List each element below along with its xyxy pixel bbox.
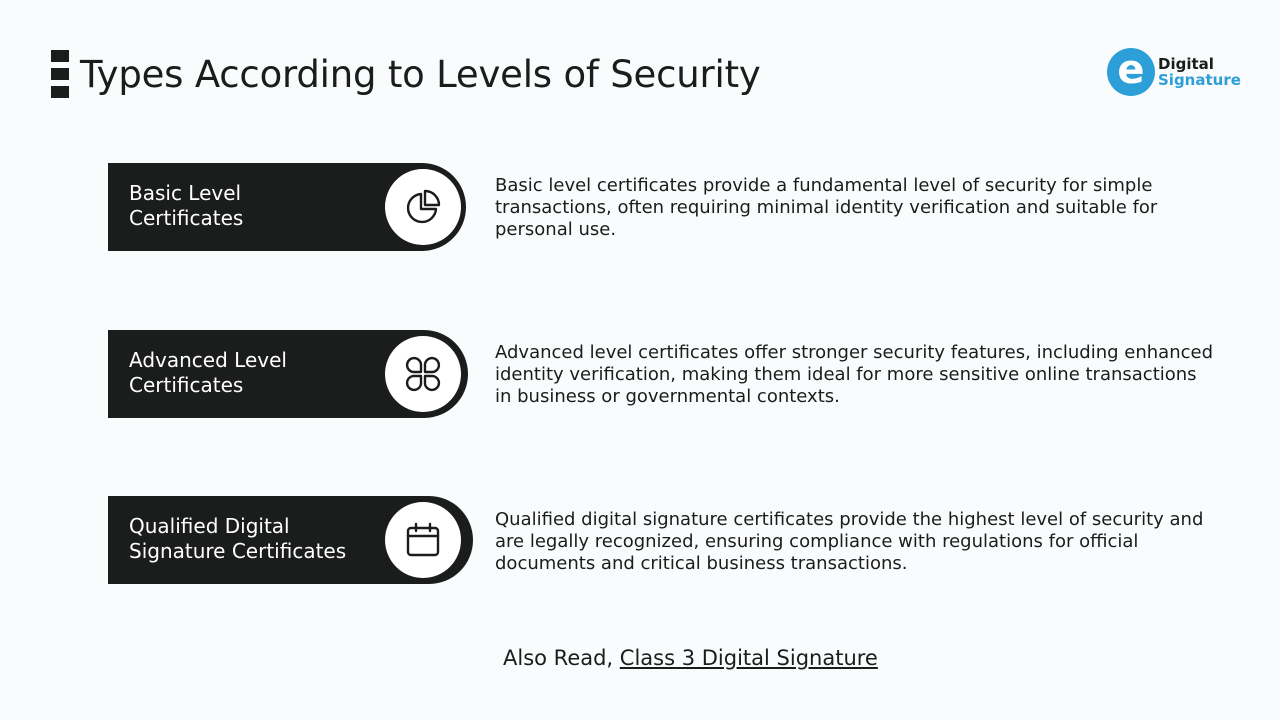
card-label: Advanced Level Certificates — [129, 348, 287, 397]
title-bars-icon — [51, 50, 69, 99]
pie-chart-icon — [385, 169, 461, 245]
card-label: Basic Level Certificates — [129, 181, 244, 230]
card-description: Basic level certificates provide a fundamental level of security for simple transactions, often requiring minimal identity verification and suitable for personal use. — [495, 175, 1158, 240]
calendar-icon — [385, 502, 461, 578]
logo-word-signature: Signature — [1158, 71, 1241, 89]
card-description: Qualified digital signature certificates provide the highest level of security and are legally recognized, ensuring compliance with regulations for official documents and critical business transactions. — [495, 509, 1204, 574]
logo — [1107, 48, 1247, 98]
logo-word-digital: Digital — [1158, 55, 1214, 73]
grid-icon — [385, 336, 461, 412]
card-advanced-level — [108, 330, 468, 418]
also-read — [503, 645, 878, 671]
card-basic-level — [108, 163, 466, 251]
card-qualified-digital-signature — [108, 496, 473, 584]
card-label: Qualified Digital Signature Certificates — [129, 514, 347, 563]
page-title: Types According to Levels of Security — [80, 53, 761, 96]
card-description: Advanced level certificates offer stronger security features, including enhanced identity verification, making them ideal for more sensitive online transactions in business or governmental contexts. — [495, 342, 1213, 407]
also-read-prefix: Also Read, — [503, 646, 620, 670]
logo-mark: e — [1107, 48, 1155, 96]
also-read-link[interactable]: Class 3 Digital Signature — [619, 646, 878, 670]
